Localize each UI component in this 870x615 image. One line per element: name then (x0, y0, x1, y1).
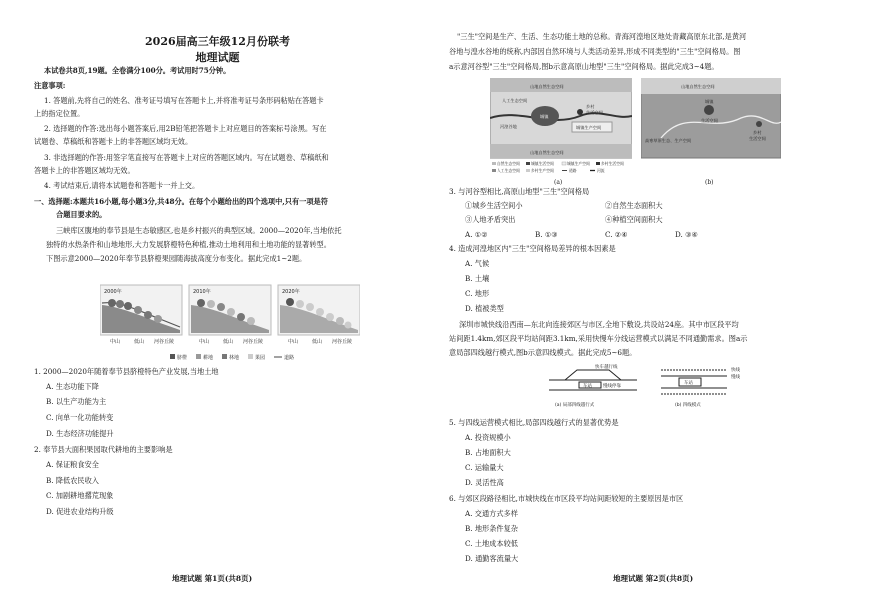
notice-line: 1. 答题前,先将自己的姓名、准考证号填写在答题卡上,并将准考证号条形码粘贴在答题卡 (44, 96, 324, 105)
passage-line: a示意河谷型"三生"空间格局,图b示意高原山地型"三生"空间格局。据此完成3~4题。 (449, 62, 719, 71)
exam-subject: 地理试题 (195, 51, 240, 64)
figd-caption: (b) 四线模式 (675, 403, 701, 408)
figa-label: 城镇 (540, 114, 549, 119)
figd-label: 快线 (731, 368, 740, 373)
q2-option-a[interactable]: A. 保证粮食安全 (46, 460, 99, 469)
page-footer: 地理试题 第2页(共8页) (613, 574, 694, 583)
figb-label: 生活空间 (749, 136, 766, 141)
exam-intro: 本试卷共8页,19题。全卷满分100分。考试用时75分钟。 (44, 66, 231, 75)
q4-option-a[interactable]: A. 气候 (465, 259, 490, 268)
q1-option-a[interactable]: A. 生态功能下降 (46, 382, 99, 391)
q3-option-d[interactable]: D. ③④ (675, 230, 698, 239)
x-label: 中山 (288, 339, 299, 345)
svg-text:乡村生活空间: 乡村生活空间 (601, 161, 624, 166)
q6-option-d[interactable]: D. 通勤客流量大 (465, 554, 519, 563)
panel-2000 (100, 285, 182, 335)
svg-text:河流: 河流 (597, 168, 605, 173)
x-label: 低山 (223, 339, 234, 345)
x-label: 中山 (110, 339, 121, 345)
figc-caption: (a) 局部四线越行式 (555, 403, 595, 408)
q5-option-a[interactable]: A. 投资规模小 (465, 433, 511, 442)
notice-line: 试题卷、草稿纸和答题卡上的非答题区域均无效。 (34, 137, 193, 146)
notice-line: 3. 非选择题的作答:用签字笔直接写在答题卡上对应的答题区域内。写在试题卷、草稿纸和 (44, 153, 329, 162)
q6-option-a[interactable]: A. 交通方式多样 (465, 509, 518, 518)
svg-text:乡村生产空间: 乡村生产空间 (531, 168, 554, 173)
figc-label: 慢线停靠 (603, 384, 621, 389)
q2-option-c[interactable]: C. 加剧耕地撂荒现象 (46, 491, 114, 500)
q2-option-d[interactable]: D. 促进农业结构升级 (46, 507, 114, 516)
notice-line: 4. 考试结束后,请将本试题卷和答题卡一并上交。 (44, 181, 200, 190)
figb-label: 城镇 (705, 99, 714, 104)
passage-line: 深圳市城快线沿西南—东北向连接郊区与市区,全地下敷设,共设站24座。其中市区段平均 (459, 320, 739, 329)
passage-line: 意局部四线越行模式,图b示意四线模式。据此完成5~6题。 (449, 348, 637, 357)
notice-line: 2. 选择题的作答:选出每小题答案后,用2B铅笔把答题卡上对应题目的答案标号涂黑。写在 (44, 124, 327, 133)
figa-label: 生活空间 (586, 110, 603, 115)
figure-d-four-line (657, 362, 753, 414)
passage-line: "三生"空间是生产、生活、生态功能土地的总称。青海河湟地区地处青藏高原东北部,是黄河 (457, 32, 747, 41)
legend-item: 果园 (255, 355, 266, 361)
panel-2010 (189, 285, 271, 335)
figa-label: 城镇生产空间 (576, 125, 602, 130)
q3-option-b[interactable]: B. ①③ (535, 230, 558, 239)
legend-item: 林地 (229, 355, 240, 361)
passage-line: 三峡库区腹地的奉节县是生态敏感区,也是乡村振兴的典型区域。2000—2020年,当地依托 (56, 226, 342, 235)
question-2: 2. 奉节县大面积果园取代耕地的主要影响是 (34, 445, 173, 454)
panel-2020 (278, 285, 360, 335)
x-label: 中山 (199, 339, 210, 345)
section-heading-cont: 合题目要求的。 (56, 210, 107, 219)
figure-a-valley (490, 78, 632, 178)
section-heading: 一、选择题:本题共16小题,每小题3分,共48分。在每个小题给出的四个选项中,只有一项是符 (34, 197, 328, 206)
x-label: 低山 (312, 339, 323, 345)
figa-caption: (a) (554, 179, 563, 186)
figb-label: 山地自然生态空间 (681, 84, 715, 89)
question-5: 5. 与四线运营模式相比,局部四线越行式的显著优势是 (449, 418, 619, 427)
figa-label: 山地自然生态空间 (530, 84, 564, 89)
exam-title: 2026届高三年级12月份联考 (145, 35, 290, 48)
orchard-elevation-figure (100, 275, 360, 350)
q3-item: ④种植空间面积大 (605, 215, 663, 224)
q4-option-d[interactable]: D. 植被类型 (465, 304, 504, 313)
q3-item: ②自然生态面积大 (605, 201, 663, 210)
figd-label: 慢线 (731, 375, 740, 380)
legend-item: 耕地 (203, 355, 214, 361)
question-3: 3. 与河谷型相比,高原山地型"三生"空间格局 (449, 187, 590, 196)
q1-option-c[interactable]: C. 向单一化功能转变 (46, 413, 114, 422)
question-4: 4. 造成河湟地区内"三生"空间格局差异的根本因素是 (449, 244, 616, 253)
figc-label: 快车越行线 (595, 365, 618, 370)
figa-label: 山地自然生态空间 (530, 150, 564, 155)
year-label: 2020年 (282, 289, 300, 295)
figure-c-partial-four-line (545, 362, 641, 414)
x-label: 河谷丘陵 (332, 339, 353, 345)
figb-caption: (b) (705, 179, 714, 186)
q1-option-d[interactable]: D. 生态经济功能提升 (46, 429, 114, 438)
x-label: 河谷丘陵 (243, 339, 264, 345)
figd-label: 车站 (684, 381, 693, 386)
passage-line: 谷地与湟水谷地的统称,内部因自然环境与人类活动差异,形成不同类型的"三生"空间格局。图 (449, 47, 741, 56)
svg-text:城镇生活空间: 城镇生活空间 (531, 161, 554, 166)
figure-b-plateau (641, 78, 781, 168)
notice-heading: 注意事项: (34, 81, 66, 90)
notice-line: 上的指定位置。 (34, 109, 85, 118)
figa-label: 乡村 (586, 104, 595, 109)
notice-line: 答题卡上的非答题区域均无效。 (34, 166, 135, 175)
q5-option-c[interactable]: C. 运输量大 (465, 463, 504, 472)
question-6: 6. 与郊区段路径相比,市城快线在市区段平均站间距较短的主要原因是市区 (449, 494, 684, 503)
figb-label: 生活空间 (701, 118, 718, 123)
q3-option-c[interactable]: C. ②④ (605, 230, 628, 239)
q2-option-b[interactable]: B. 降低农民收入 (46, 476, 99, 485)
question-1: 1. 2000—2020年随着奉节县脐橙特色产业发展,当地土地 (34, 367, 219, 376)
q4-option-c[interactable]: C. 地形 (465, 289, 490, 298)
passage-line: 下图示意2000—2020年奉节县脐橙果园随海拔高度分布变化。据此完成1~2题。 (46, 254, 307, 263)
passage-line: 站间距1.4km,郊区段平均站间距3.1km,采用快慢车分线运营模式以满足不同通勤需求。图a示 (449, 334, 748, 343)
figb-label: 高寒草原生态、生产空间 (645, 138, 692, 143)
figa-label: 河湟谷地 (500, 124, 517, 129)
q3-item: ①城乡生活空间小 (465, 201, 523, 210)
legend-item: 脐橙 (177, 355, 188, 361)
svg-text:自然生态空间: 自然生态空间 (497, 161, 520, 166)
x-label: 低山 (134, 339, 145, 345)
q4-option-b[interactable]: B. 土壤 (465, 274, 490, 283)
q3-item: ③人地矛盾突出 (465, 215, 516, 224)
figa-label: 人工生态空间 (502, 98, 528, 103)
svg-text:道路: 道路 (569, 168, 577, 173)
svg-text:城镇生产空间: 城镇生产空间 (567, 161, 590, 166)
legend-item: 道路 (284, 355, 295, 361)
svg-text:人工生态空间: 人工生态空间 (497, 168, 520, 173)
page-footer: 地理试题 第1页(共8页) (172, 574, 253, 583)
q5-option-d[interactable]: D. 灵活性高 (465, 478, 504, 487)
x-label: 河谷丘陵 (154, 339, 175, 345)
q6-option-c[interactable]: C. 土地成本较低 (465, 539, 518, 548)
right-page (435, 0, 870, 615)
year-label: 2000年 (104, 289, 122, 295)
figure1-legend (170, 352, 310, 362)
q5-option-b[interactable]: B. 占地面积大 (465, 448, 511, 457)
year-label: 2010年 (193, 289, 211, 295)
q1-option-b[interactable]: B. 以生产功能为主 (46, 397, 107, 406)
figb-label: 乡村 (753, 130, 762, 135)
passage-line: 独特的水热条件和山地地形,大力发展脐橙特色种植,推动土地利用和土地功能的显著转型。 (46, 240, 331, 249)
q6-option-b[interactable]: B. 地形条件复杂 (465, 524, 518, 533)
q3-option-a[interactable]: A. ①② (465, 230, 488, 239)
figc-label: 车站 (583, 384, 592, 389)
